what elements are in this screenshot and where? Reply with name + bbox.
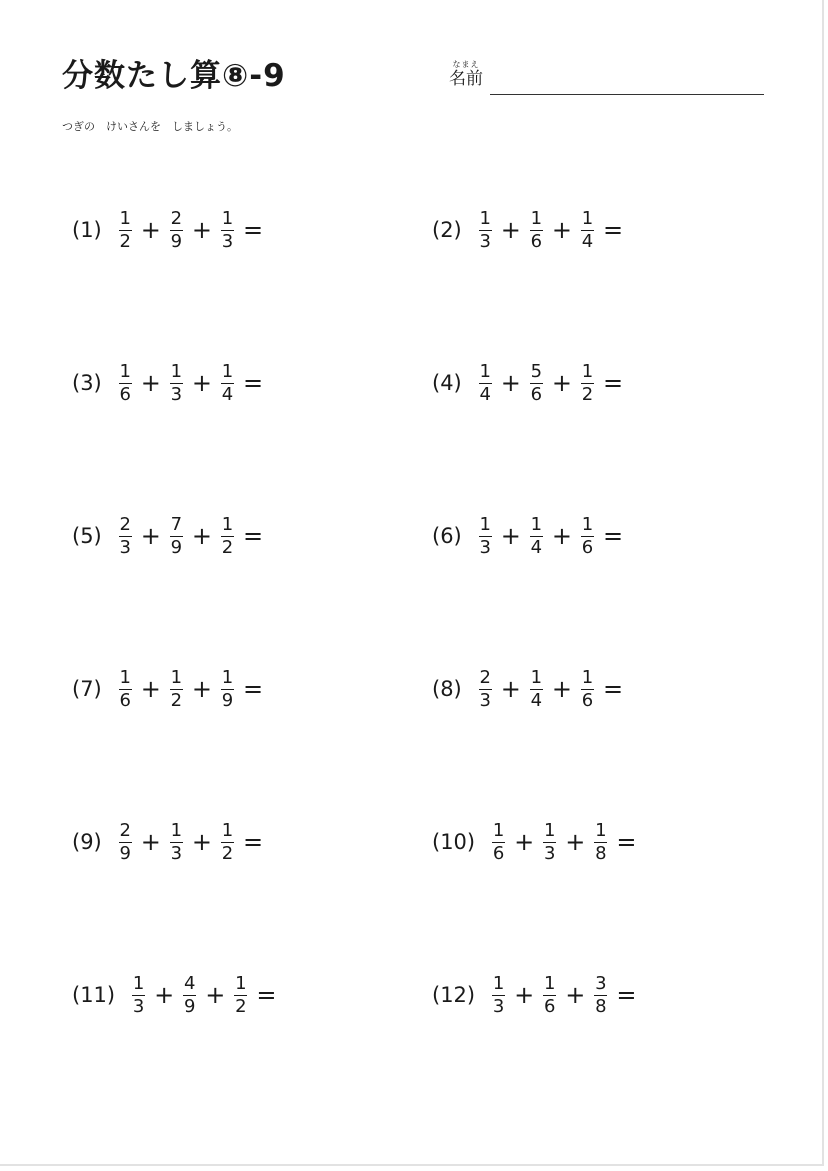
denominator: 6 [581,689,594,711]
numerator: 1 [492,819,505,841]
numerator: 1 [530,207,543,229]
numerator: 1 [581,513,594,535]
name-ruby: なまえ [452,60,480,69]
problem-number: (5) [72,524,102,548]
denominator: 8 [595,995,607,1017]
fraction [119,668,132,711]
fraction [170,668,183,711]
fraction [119,821,132,864]
numerator: 1 [581,360,594,382]
denominator: 3 [492,995,505,1017]
denominator: 3 [543,842,556,864]
plus-sign: + [154,981,175,1009]
fraction [492,974,505,1017]
numerator: 1 [479,207,491,229]
fraction [543,974,556,1017]
plus-sign: + [140,522,161,550]
denominator: 2 [581,383,594,405]
problem-9 [72,812,267,872]
numerator: 1 [119,360,131,382]
worksheet-title: 分数たし算⑧-9 [62,58,286,94]
numerator: 1 [581,207,594,229]
problem-number: (6) [432,524,462,548]
plus-sign: + [140,369,161,397]
plus-sign: + [514,981,535,1009]
fraction [594,821,607,864]
fraction [183,974,196,1017]
numerator: 1 [132,972,145,994]
fraction [594,974,607,1017]
name-label-group [446,60,486,89]
numerator: 1 [492,972,505,994]
problem-12 [432,965,640,1025]
fraction [479,668,492,711]
plus-sign: + [140,216,161,244]
plus-sign: + [500,369,521,397]
equals-sign: = [602,675,624,703]
numerator: 1 [170,819,183,841]
denominator: 2 [170,689,183,711]
denominator: 2 [221,842,234,864]
plus-sign: + [500,216,521,244]
plus-sign: + [191,216,212,244]
numerator: 1 [530,666,543,688]
denominator: 6 [492,842,505,864]
denominator: 3 [170,383,183,405]
numerator: 2 [479,666,491,688]
plus-sign: + [500,675,521,703]
plus-sign: + [140,675,161,703]
problem-4 [432,353,627,413]
fraction [221,515,234,558]
equals-sign: = [242,828,264,856]
fraction [170,515,183,558]
problem-1 [72,200,267,260]
equals-sign: = [602,216,624,244]
plus-sign: + [551,369,572,397]
name-field-block [446,60,766,100]
equals-sign: = [616,981,637,1009]
fraction [581,668,594,711]
name-label: 名前 [449,69,483,89]
numerator: 7 [170,513,183,535]
plus-sign: + [191,522,212,550]
denominator: 3 [170,842,183,864]
denominator: 3 [119,536,131,558]
denominator: 9 [183,995,196,1017]
fraction [221,821,234,864]
problem-11 [72,965,280,1025]
numerator: 1 [221,207,234,229]
equals-sign: = [256,981,277,1009]
fraction [492,821,505,864]
equals-sign: = [242,216,264,244]
numerator: 1 [221,666,234,688]
problem-number: (4) [432,371,462,395]
fraction [119,515,132,558]
fraction [479,515,492,558]
problem-2 [432,200,627,260]
equals-sign: = [242,522,264,550]
denominator: 4 [479,383,491,405]
problem-7 [72,659,267,719]
fraction [581,362,594,405]
numerator: 1 [170,360,183,382]
numerator: 1 [221,513,234,535]
instruction-text: つぎの けいさんを しましょう。 [62,120,238,133]
numerator: 1 [595,819,607,841]
denominator: 3 [479,230,491,252]
numerator: 3 [595,972,607,994]
equals-sign: = [602,522,624,550]
fraction [221,668,234,711]
fraction [119,362,132,405]
numerator: 1 [221,819,234,841]
denominator: 8 [595,842,607,864]
fraction [132,974,145,1017]
fraction [530,209,543,252]
numerator: 1 [479,513,491,535]
numerator: 1 [221,360,234,382]
problem-number: (3) [72,371,102,395]
numerator: 1 [479,360,491,382]
problem-number: (9) [72,830,102,854]
numerator: 1 [235,972,247,994]
problem-number: (11) [72,983,116,1007]
plus-sign: + [500,522,521,550]
fraction [170,209,183,252]
plus-sign: + [140,828,161,856]
fraction [581,209,594,252]
problem-number: (8) [432,677,462,701]
plus-sign: + [205,981,226,1009]
plus-sign: + [191,369,212,397]
fraction [581,515,594,558]
problem-6 [432,506,627,566]
denominator: 6 [581,536,594,558]
plus-sign: + [191,675,212,703]
numerator: 5 [530,360,543,382]
problem-number: (12) [432,983,476,1007]
plus-sign: + [191,828,212,856]
problem-5 [72,506,267,566]
denominator: 4 [221,383,234,405]
numerator: 1 [543,819,556,841]
plus-sign: + [514,828,535,856]
problem-number: (7) [72,677,102,701]
fraction [530,515,543,558]
problem-number: (2) [432,218,462,242]
denominator: 3 [479,536,491,558]
fraction [543,821,556,864]
numerator: 4 [183,972,196,994]
fraction [221,209,234,252]
problem-number: (1) [72,218,102,242]
equals-sign: = [602,369,624,397]
plus-sign: + [551,675,572,703]
denominator: 2 [221,536,234,558]
denominator: 6 [119,383,131,405]
name-write-line [490,94,764,95]
denominator: 4 [581,230,594,252]
numerator: 2 [170,207,183,229]
equals-sign: = [242,675,264,703]
plus-sign: + [565,981,586,1009]
equals-sign: = [242,369,264,397]
numerator: 2 [119,819,131,841]
fraction [119,209,132,252]
denominator: 3 [132,995,145,1017]
problem-10 [432,812,640,872]
plus-sign: + [565,828,586,856]
numerator: 1 [530,513,543,535]
denominator: 6 [530,383,543,405]
denominator: 9 [119,842,131,864]
fraction [170,362,183,405]
fraction [530,362,543,405]
denominator: 4 [530,689,543,711]
plus-sign: + [551,522,572,550]
numerator: 2 [119,513,131,535]
fraction [530,668,543,711]
numerator: 1 [119,666,131,688]
fraction [479,209,492,252]
denominator: 6 [543,995,556,1017]
fraction [221,362,234,405]
fraction [234,974,247,1017]
plus-sign: + [551,216,572,244]
denominator: 4 [530,536,543,558]
numerator: 1 [170,666,183,688]
problem-8 [432,659,627,719]
numerator: 1 [543,972,556,994]
denominator: 6 [119,689,131,711]
denominator: 9 [221,689,234,711]
equals-sign: = [616,828,637,856]
denominator: 3 [221,230,234,252]
numerator: 1 [119,207,131,229]
denominator: 6 [530,230,543,252]
denominator: 9 [170,230,183,252]
denominator: 2 [119,230,131,252]
denominator: 9 [170,536,183,558]
denominator: 2 [235,995,247,1017]
problem-number: (10) [432,830,476,854]
fraction [170,821,183,864]
problem-3 [72,353,267,413]
fraction [479,362,492,405]
numerator: 1 [581,666,594,688]
denominator: 3 [479,689,491,711]
